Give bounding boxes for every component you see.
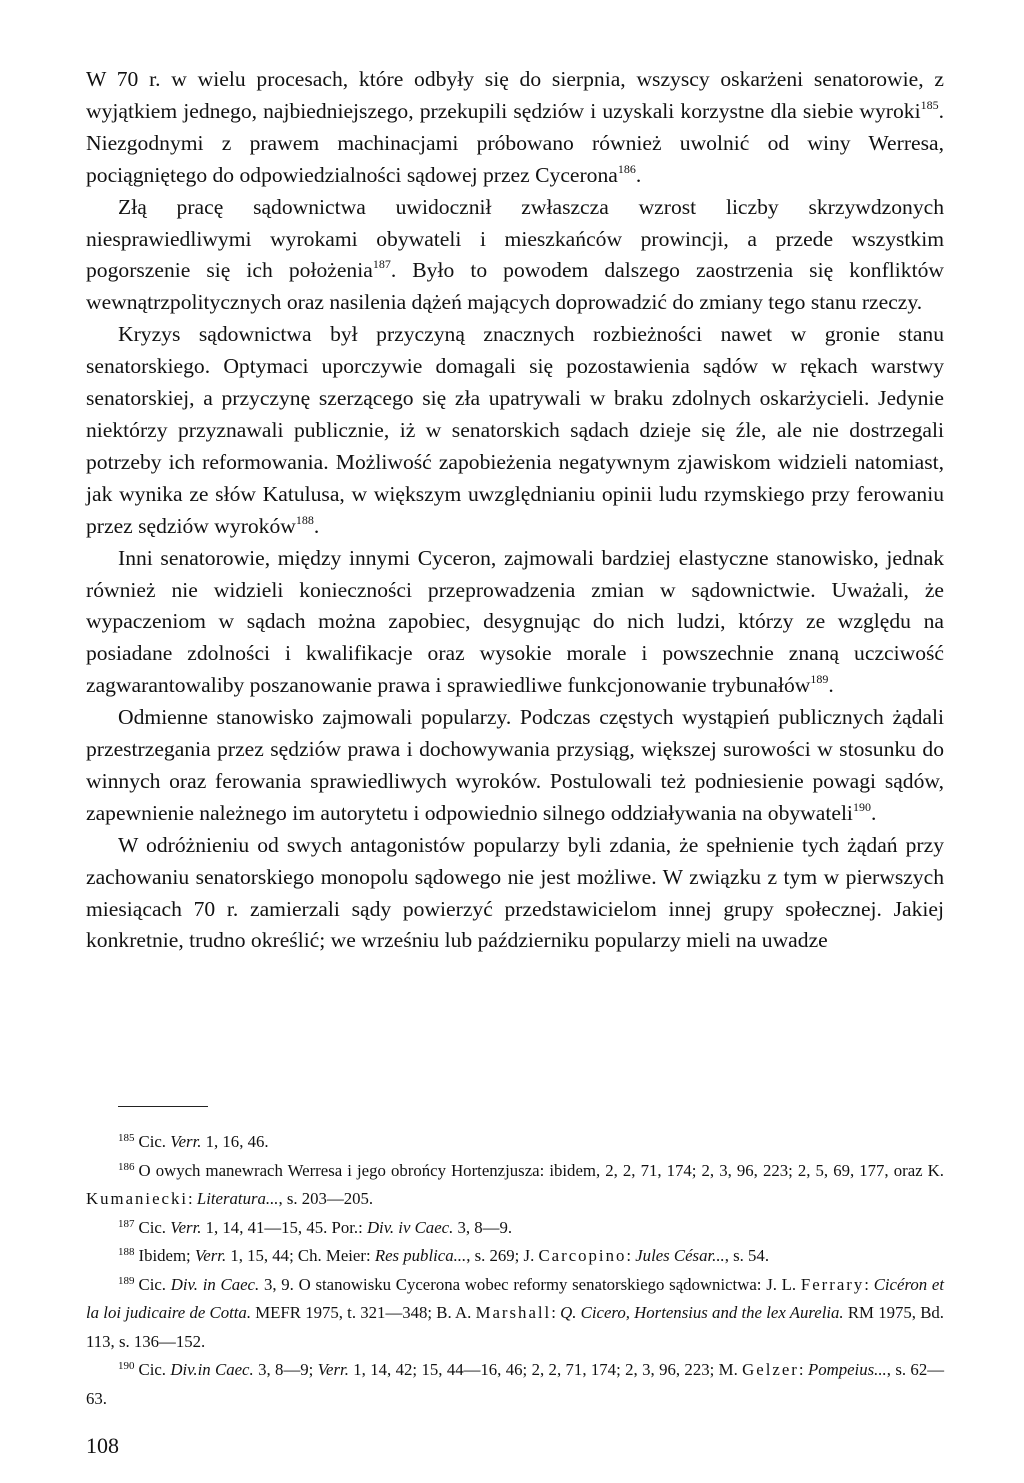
footnote-separator xyxy=(118,1106,208,1107)
paragraph-3: Kryzys sądownictwa był przyczyną znacznych rozbieżności nawet w gronie stanu senatorskiego. Optymaci uporczywie domagali się pozostawienia sądów w rękach warstwy senatorskiej, a przyczynę szerzącego się zła upatrywali w braku zdolnych oskarżycieli. Jedynie niektórzy przyznawali publicznie, iż w senatorskich sądach dzieje się źle, ale nie dostrzegali potrzeby ich reformowania. Możliwość zapobieżenia negatywnym zjawiskom widzieli natomiast, jak wynika ze słów Katulusa, w większym uwzględnianiu opinii ludu rzymskiego przy ferowaniu przez sędziów wyroków$^{188}$. xyxy=(86,322,944,538)
footnote-ref-185: 185 xyxy=(920,97,939,112)
paragraph-1: W 70 r. w wielu procesach, które odbyły się do sierpnia, wszyscy oskarżeni senatorowie, z wyjątkiem jednego, najbiedniejszego, przekupili sędziów i uzyskali korzystne dla siebie wyroki$^{185}$. Niezgodnymi z prawem machinacjami próbowano również uwolnić od winy Werresa, pociągniętego do odpowiedzialności sądowej przez Cycerona$^{186}$. xyxy=(86,67,944,187)
footnote-187: $^{187}$ Cic. Verr. 1, 14, 41—15, 45. Por.: Div. iv Caec. 3, 8—9. xyxy=(118,1217,513,1237)
main-text xyxy=(86,64,944,957)
paragraph-5: Odmienne stanowisko zajmowali popularzy. Podczas częstych wystąpień publicznych żądali przestrzegania przez sędziów prawa i dochowywania przysiąg, większej surowości w stosunku do winnych oraz ferowania sprawiedliwych wyroków. Postulowali też podniesienie powagi sądów, zapewnienie należnego im autorytetu i odpowiednio silnego oddziaływania na obywateli$^{190}$. xyxy=(86,705,944,825)
footnote-ref-190: 190 xyxy=(852,799,871,814)
paragraph-2: Złą pracę sądownictwa uwidocznił zwłaszcza wzrost liczby skrzywdzonych niesprawiedliwymi wyrokami obywateli i mieszkańców prowincji, a przede wszystkim pogorszenie się ich położenia$^{187}$. Było to powodem dalszego zaostrzenia się konfliktów wewnątrzpolitycznych oraz nasilenia dążeń mających doprowadzić do zmiany tego stanu rzeczy. xyxy=(86,194,944,315)
footnote-ref-188: 188 xyxy=(295,512,314,527)
footnote-ref-187: 187 xyxy=(372,257,391,272)
footnote-186: $^{186}$ O owych manewrach Werresa i jego obrońcy Hortenzjusza: ibidem, 2, 2, 71, 174; 2, 3, 96, 223; 2, 5, 69, 177, oraz K. Kumaniecki: Literatura..., s. 203—205. xyxy=(86,1160,944,1208)
footnote-189: $^{189}$ Cic. Div. in Caec. 3, 9. O stanowisku Cycerona wobec reformy senatorskiego sądownictwa: J. L. Ferrary: Cicéron et la loi judicaire de Cotta. MEFR 1975, t. 321—348; B. A. Marshall: Q. Cicero, Hortensius and the lex Aurelia. RM 1975, Bd. 113, s. 136—152. xyxy=(86,1274,945,1351)
page-number: 108 xyxy=(86,1433,119,1458)
paragraph-4: Inni senatorowie, między innymi Cyceron, zajmowali bardziej elastyczne stanowisko, jednak również nie widzieli konieczności przeprowadzenia zmian w sądownictwie. Uważali, że wypaczeniom w sądach można zapobiec, desygnując do nich ludzi, którzy ze względu na posiadane zdolności i kwalifikacje oraz wysokie morale i powszechnie znaną uczciwość zagwarantowaliby poszanowanie prawa i sprawiedliwe funkcjonowanie trybunałów$^{189}$. xyxy=(86,545,944,698)
footnote-190: $^{190}$ Cic. Div.in Caec. 3, 8—9; Verr. 1, 14, 42; 15, 44—16, 46; 2, 2, 71, 174; 2, 3, 96, 223; M. Gelzer: Pompeius..., s. 62—63. xyxy=(86,1360,944,1408)
footnote-185: $^{185}$ Cic. Verr. 1, 16, 46. xyxy=(118,1132,269,1151)
footnote-ref-189: 189 xyxy=(810,672,829,687)
footnote-188: $^{188}$ Ibidem; Verr. 1, 15, 44; Ch. Meier: Res publica..., s. 269; J. Carcopino: Jules César..., s. 54. xyxy=(118,1246,770,1265)
paragraph-6: W odróżnieniu od swych antagonistów popularzy byli zdania, że spełnienie tych żądań przy zachowaniu senatorskiego monopolu sądowego nie jest możliwe. W związku z tym w pierwszych miesiącach 70 r. zamierzali sądy powierzyć przedstawicielom innej grupy społecznej. Jakiej konkretnie, trudno określić; we wrześniu lub październiku popularzy mieli na uwadze xyxy=(86,832,944,953)
footnotes xyxy=(86,1128,944,1413)
footnote-ref-186: 186 xyxy=(617,161,636,176)
